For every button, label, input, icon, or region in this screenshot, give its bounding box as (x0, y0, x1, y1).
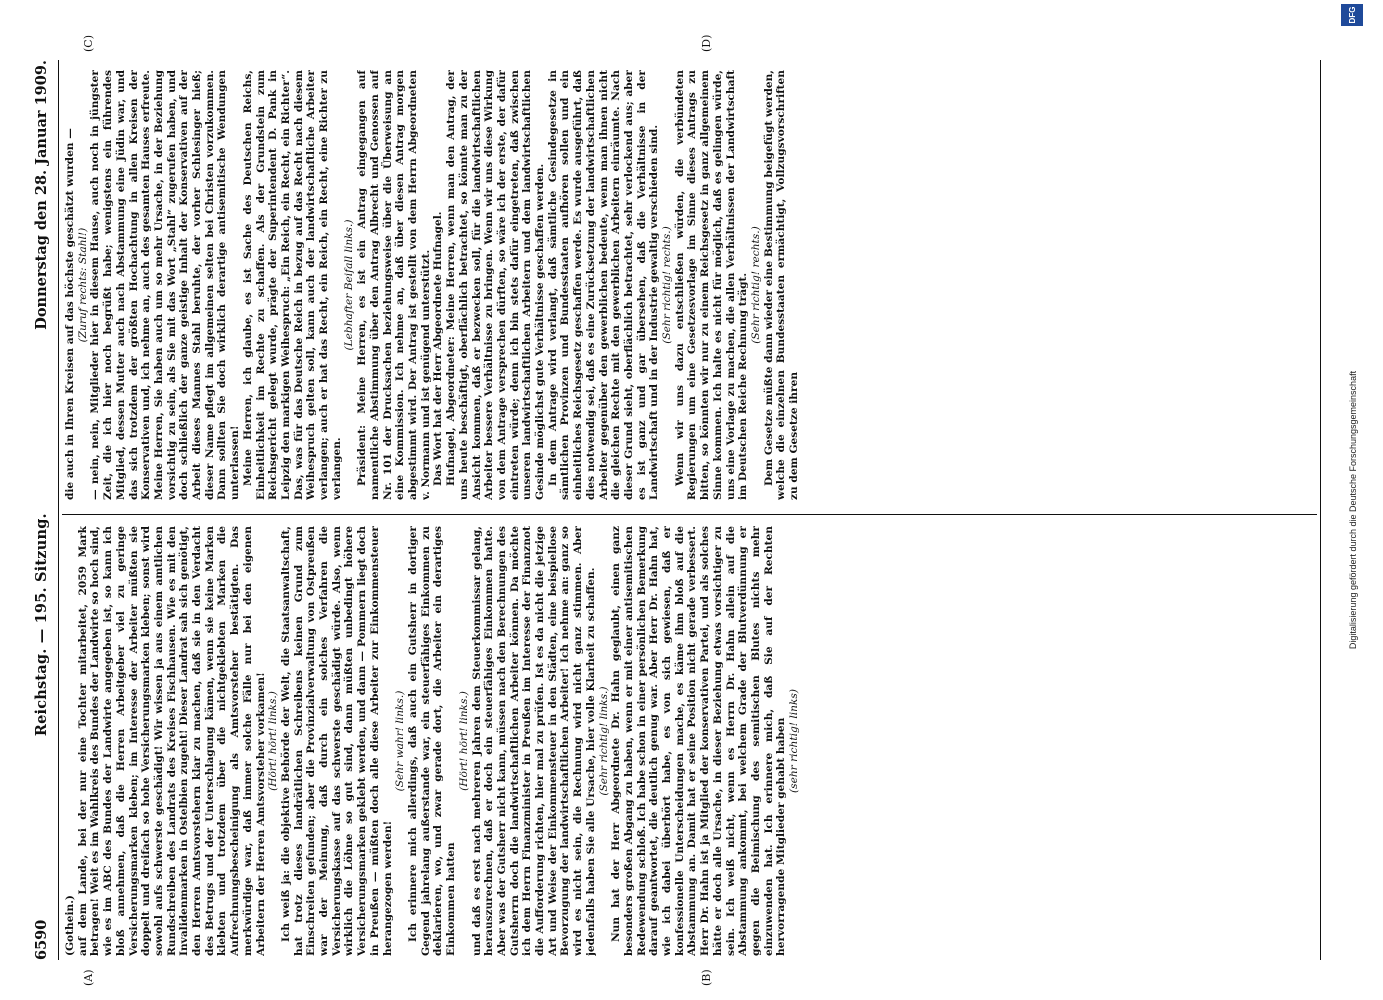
interjection: (Hört! hört! links.) (267, 691, 280, 791)
paragraph: Wenn wir uns dazu entschließen würden, die verbündeten Regierungen um eine Gesetzesvorlage im Sinne dieses Antrags zu bitten, so könnten wir nur zu einem Reichsgesetz in ganz allgemeinem Sinne kommen. Ich halte es nicht für möglich, daß es gelingen würde, uns eine Vorlage zu machen, die allen Verhältnissen der Landwirtschaft im Deutschen Reiche Rechnung trägt. (673, 70, 750, 500)
page-number: 6590 (32, 919, 50, 960)
president-statement: Präsident: Meine Herren, es ist ein Antrag eingegangen auf namentliche Abstimmung über den Antrag Albrecht und Genossen auf Nr. 101 der Drucksachen beziehungsweise über die Überweisung an eine Kommission. Ich nehme an, daß über diesen Antrag morgen abgestimmt wird. Der Antrag ist gestellt von dem Herrn Abgeordneten v. Normann und ist genügend unterstützt. (356, 70, 432, 500)
column-divider (62, 514, 1317, 515)
margin-marker-d: (D) (700, 34, 713, 52)
speaker-label: (Gothein.) (64, 895, 76, 956)
paragraph: Ich erinnere mich allerdings, daß auch ein Gutsherr in dortiger Gegend jahrelang außerstande war, ein steuerfähiges Einkommen zu deklarieren, wo, und zwar gerade dort, die Arbeiter ein derartiges Einkommen hatten (406, 526, 458, 956)
left-column (64, 526, 1304, 956)
interjection: (sehr richtig! links) (788, 689, 801, 793)
interjection: (Zuruf rechts: Stahl!) (76, 227, 89, 343)
margin-marker-b: (B) (700, 969, 713, 986)
paragraph: Ich weiß ja: die objektive Behörde der Welt, die Staatsanwaltschaft, hat trotz dieses landrätlichen Schreibens keinen Grund zum Einschreiten gefunden; aber die Provinzialverwaltung von Ostpreußen war der Meinung, daß durch ein solches Verfahren die Versicherungskasse auf das schwerste geschädigt würde. Also, wenn wirklich die Löhne so gut sind, dann müßten unbedingt höhere Versicherungsmarken geklebt werden, und dann — Pommern liegt doch in Preußen — müßten doch alle diese Arbeiter zur Einkommensteuer herangezogen werden! (279, 526, 394, 956)
interjection: (Lebhafter Beifall links.) (343, 219, 356, 351)
paragraph: auf dem Lande, bei der nur eine Tochter mitarbeitet, 2059 Mark betragen! Weit es im Wahlkreis des Bundes der Landwirte so hoch sind, wie es im ABC des Bundes der Landwirte angegeben ist, so kann ich bloß annehmen, daß die Herren Arbeitgeber viel zu geringe Versicherungsmarken kleben; im Interesse der Arbeiter müßten sie doppelt und dreifach so hohe Versicherungsmarken kleben; sonst wird sowohl aufs schwerste geschädigt! Wir wissen ja aus einem amtlichen Rundschreiben des Landrats des Kreises Fischhausen. Wie es mit den Invalidenmarken in Ostelbien zugeht! Dieser Landrat sah sich genötigt, den Herren Amtsvorstehern klar zu machen, daß sie in den Verdacht des Betrugs und der Unterschlagung kämen, wenn sie keine Marken klebten und trotzdem über die nichtgeklebten Marken die Aufrechnungsbescheinigung als Amtsvorsteher bestätigten. Das merkwürdige war, daß immer solche Fälle nur bei den eigenen Arbeitern der Herren Amtsvorsteher vorkamen! (76, 526, 267, 956)
interjection: (Hört! hört! links.) (457, 691, 470, 791)
session-title: Reichstag. — 195. Sitzung. (32, 513, 50, 737)
paragraph: In dem Antrage wird verlangt, daß sämtliche Gesindegesetze in sämtlichen Provinzen und Bundesstaaten aufhören sollen und ein einheitliches Reichsgesetz geschaffen werde. Es wurde ausgeführt, daß dies notwendig sei, daß es eine Zurücksetzung der landwirtschaftlichen Arbeiter gegenüber den gewerblichen bedeute, wenn man ihnen nicht die gleichen Rechte mit den gewerblichen Arbeitern einräumte. Nach dieser Grund sieht, oberflächlich betrachtet, sehr verlockend aus; aber es ist ganz und gar übersehen, daß die Verhältnisse in der Landwirtschaft und in der Industrie gewaltig verschieden sind. (546, 70, 661, 500)
digitization-note: Digitalisierung gefördert durch die Deutsche Forschungsgemeinschaft (1348, 370, 1358, 650)
dfg-logo-icon: DFG (1341, 4, 1363, 26)
page-header (28, 60, 54, 960)
header-rule (58, 60, 59, 960)
margin-marker-c: (C) (82, 35, 95, 52)
right-column (64, 70, 1304, 500)
footer-rule (1320, 60, 1321, 960)
interjection: (Sehr richtig! rechts.) (749, 226, 762, 344)
paragraph: die auch in Ihren Kreisen auf das höchste geschätzt wurden — (64, 128, 76, 500)
paragraph: Meine Herren, ich glaube, es ist Sache des Deutschen Reichs, Einheitlichkeit im Rechte zu schaffen. Als der Grundstein zum Reichsgericht gelegt wurde, prägte der Superintendent D. Pank in Leipzig den markigen Weihespruch: „Ein Reich, ein Recht, ein Richter“. Das, was für das Deutsche Reich in bezug auf das Recht nach diesem Weihespruch gelten soll, kann auch der landwirtschaftliche Arbeiter verlangen; auch er hat das Recht, ein Reich, ein Recht, eine Richter zu verlangen. (241, 70, 343, 500)
paragraph: und daß es erst nach mehreren Jahren dem Steuerkommissar gelang, herauszurechnen, daß er doch ein steuerfähiges Einkommen hatte. Aber was der Gutsherr nicht kann, müssen nach den Berechnungen des Gutsherrn doch die landwirtschaftlichen Arbeiter können. Da möchte ich dem Herrn Finanzminister in Preußen im Interesse der Finanznot die Aufforderung richten, hier mal zu prüfen. Ist es da nicht die jetzige Art und Weise der Einkommensteuer in den Städten, eine beispiellose Bevorzugung der landwirtschaftlichen Arbeiter! Ich nehme an: ganz so wird es nicht sein, die Rechnung wird nicht ganz stimmen. Aber jedenfalls haben Sie alle Ursache, hier volle Klarheit zu schaffen. (470, 526, 597, 956)
paragraph: Nun hat der Herr Abgeordnete Dr. Hahn geglaubt, einen ganz besonders großen Abgang zu haben, wenn er mit einer antisemitischen Redewendung schloß. Ich habe schon in einer persönlichen Bemerkung darauf geantwortet, die deutlich genug war. Aber Herr Dr. Hahn hat, wie ich dabei überhört habe, es von sich gewiesen, daß er konfessionelle Unterscheidungen mache, es käme ihm bloß auf die Abstammung an. Damit hat er seine Position nicht gerade verbessert. Herr Dr. Hahn ist ja Mitglied der konservativen Partei, und als solches hätte er doch alle Ursache, in dieser Beziehung etwas vorsichtiger zu sein. Ich weiß nicht, wenn es Herrn Dr. Hahn allein auf die Abstammung ankommt, bei welchem Grade der Blutverdünnung er gegen die Beimischung des semitischen Blutes nichts mehr einzuwenden hat. Ich erinnere mich, daß Sie auf der Rechten hervorragende Mitglieder gehabt haben (610, 526, 788, 956)
interjection: (Sehr richtig! rechts.) (661, 226, 674, 344)
interjection: (Sehr richtig! links.) (597, 686, 610, 796)
paragraph: — nein, nein, Mitglieder hier in diesem Hause, auch noch in jüngster Zeit, die ich hier noch begrüßt habe; wenigstens ein führendes Mitglied, dessen Mutter auch nach Abstammung eine Jüdin war, und das sich trotzdem der größten Hochachtung in allen Kreisen der Konservativen und, ich nehme an, auch des gesamten Hauses erfreute. Meine Herren, Sie haben auch um so mehr Ursache, in der Beziehung vorsichtig zu sein, als Sie mit das Wort „Stahl“ zugerufen haben, und doch schließlich der ganze geistige Inhalt der Konservativen auf der Arbeit dieses Mannes Stahl beruhte, der vorher Schlesinger hieß; dieser Name pflegt im allgemeinen selten bei Christen vorzukommen. Dann sollten Sie doch wirklich derartige antisemitische Wendungen unterlassen! (89, 70, 242, 500)
margin-marker-a: (A) (82, 969, 95, 986)
paragraph: Dem Gesetze müßte dann wieder eine Bestimmung beigefügt werden, welche die einzelnen Bundesstaaten ermächtigt, Vollzugsvorschriften zu dem Gesetze ihren (762, 70, 801, 500)
paragraph: Das Wort hat der Herr Abgeordnete Hufnagel. (432, 211, 445, 486)
interjection: (Sehr wahr! links.) (394, 690, 407, 792)
session-date: Donnerstag den 28. Januar 1909. (32, 60, 50, 330)
speaker-statement: Hufnagel, Abgeordneter: Meine Herren, wenn man den Antrag, der uns heute beschäftigt, oberflächlich betrachtet, so könnte man zu der Ansicht kommen, daß er bezwecken soll, für die landwirtschaftlichen Arbeiter bessere Verhältnisse zu bringen. Wenn wir uns diese Wirkung von dem Antrage versprechen dürften, so wäre ich der erste, der dafür eintreten würde; denn ich bin stets dafür eingetreten, daß zwischen unseren landwirtschaftlichen Arbeitern und dem landwirtschaftlichen Gesinde möglichst gute Verhältnisse geschaffen werden. (445, 70, 547, 500)
